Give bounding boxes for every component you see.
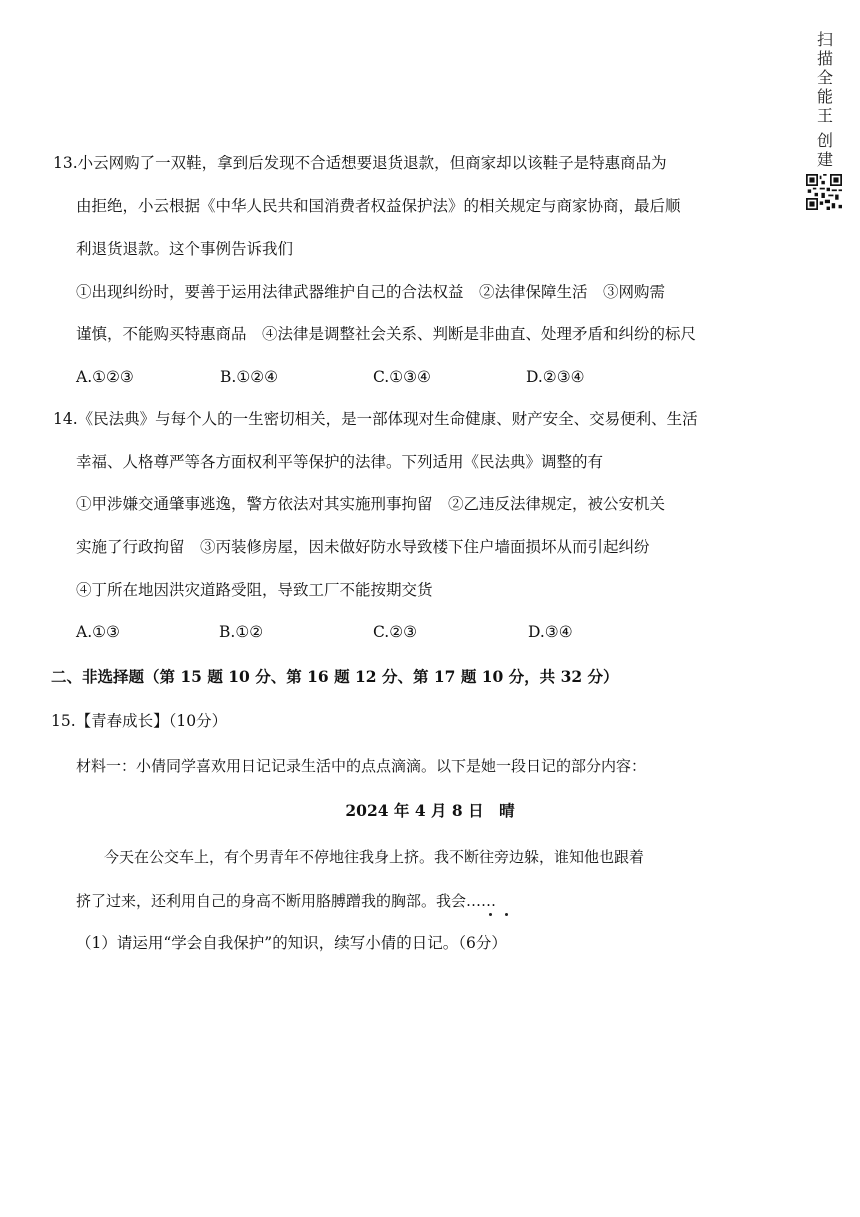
q13-option-b: B.①②④ [220, 368, 279, 386]
q13-option-a: A.①②③ [76, 368, 134, 386]
qr-code-icon [806, 174, 842, 210]
q14-option-a: A.①③ [76, 623, 120, 641]
q13-statements-line-1: ①出现纠纷时，要善于运用法律武器维护自己的合法权益 ②法律保障生活 ③网购需 [76, 283, 666, 301]
q13-stem-line-2: 由拒绝，小云根据《中华人民共和国消费者权益保护法》的相关规定与商家协商，最后顺 [76, 197, 681, 215]
q14-option-d: D.③④ [528, 623, 573, 641]
watermark-char: 全 [816, 68, 833, 87]
diary-line-2: 挤了过来，还利用自己的身高不断用胳膊蹭我的胸部。我会…… [76, 892, 497, 910]
q14-stem-line-1: 14.《民法典》与每个人的一生密切相关，是一部体现对生命健康、财产安全、交易便利、生活 [53, 410, 698, 428]
section-2-heading: 二、非选择题（第 15 题 10 分、第 16 题 12 分、第 17 题 10 分，共 32 分） [51, 667, 619, 686]
q15-sub-question-1: （1）请运用“学会自我保护”的知识，续写小倩的日记。（6分） [76, 934, 507, 952]
watermark-char: 建 [816, 150, 833, 169]
q13-stem-line-1: 13.小云网购了一双鞋，拿到后发现不合适想要退货退款，但商家却以该鞋子是特惠商品为 [53, 154, 667, 172]
q14-option-b: B.①② [219, 623, 264, 641]
q15-title: 15.【青春成长】（10分） [51, 712, 228, 730]
q14-option-c: C.②③ [373, 623, 418, 641]
q14-statements-line-3: ④丁所在地因洪灾道路受阻，导致工厂不能按期交货 [76, 581, 433, 599]
q13-statements-line-2: 谨慎，不能购买特惠商品 ④法律是调整社会关系、判断是非曲直、处理矛盾和纠纷的标尺 [76, 325, 697, 343]
watermark-char: 王 [816, 106, 833, 125]
q14-statements-line-2: 实施了行政拘留 ③丙装修房屋，因未做好防水导致楼下住户墙面损坏从而引起纠纷 [76, 538, 650, 556]
watermark-char: 描 [816, 49, 833, 68]
diary-line-1: 今天在公交车上，有个男青年不停地往我身上挤。我不断往旁边躲，谁知他也跟着 [104, 848, 645, 866]
q14-statements-line-1: ①甲涉嫌交通肇事逃逸，警方依法对其实施刑事拘留 ②乙违反法律规定，被公安机关 [76, 495, 666, 513]
diary-date-heading: 2024 年 4 月 8 日 晴 [345, 801, 515, 820]
q13-option-d: D.②③④ [526, 368, 585, 386]
emphasis-dot [489, 913, 492, 916]
q14-stem-line-2: 幸福、人格尊严等各方面权利平等保护的法律。下列适用《民法典》调整的有 [76, 453, 604, 471]
watermark-char: 创 [816, 131, 833, 150]
scanner-watermark [812, 30, 838, 169]
emphasis-dot [505, 913, 508, 916]
q15-material-intro: 材料一：小倩同学喜欢用日记记录生活中的点点滴滴。以下是她一段日记的部分内容： [76, 757, 647, 775]
q13-stem-line-3: 利退货退款。这个事例告诉我们 [76, 240, 294, 258]
q13-option-c: C.①③④ [373, 368, 431, 386]
watermark-char: 扫 [816, 30, 833, 49]
watermark-char: 能 [816, 87, 833, 106]
